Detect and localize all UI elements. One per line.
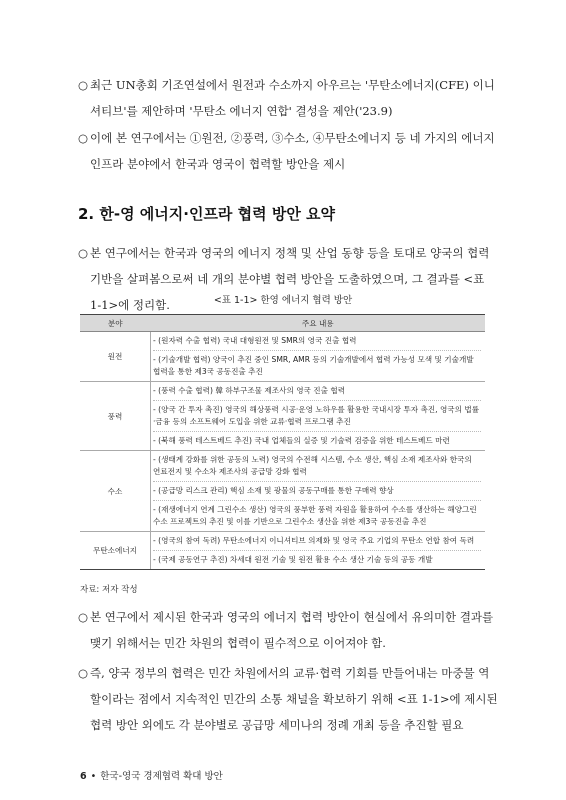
page-footer [80,768,223,782]
paragraph-government-role [78,660,498,738]
content-cell [151,451,486,532]
table-header-row [80,315,485,332]
list-item: - (생태계 강화를 위한 공동의 노력) 영국의 수전해 시스템, 수소 생산, 핵심 소재 제조사와 한국의 연료전지 및 수소차 제조사의 공급망 강화 협력 [153,451,481,482]
table-row [80,532,485,570]
page-number: 6 [80,771,87,782]
section-heading: 2. 한-영 에너지·인프라 협력 방안 요약 [78,205,336,223]
list-item: - (영국의 참여 독려) 무탄소에너지 이니셔티브 의제화 및 영국 주요 기업의 무탄소 연합 참여 독려 [153,532,481,551]
footer-title: 한국-영국 경제협력 확대 방안 [100,771,223,782]
table-source: 자료: 저자 작성 [80,585,138,595]
list-item: - (재생에너지 연계 그린수소 생산) 영국의 풍부한 풍력 자원을 활용하여 수소를 생산하는 해양그린수소 프로젝트의 추진 및 이를 기반으로 그린수소 생산을 위한 제3국 공동진출 추진 [153,505,477,526]
bullet-icon: ○ [78,610,89,624]
bullet-icon: ○ [78,131,89,145]
cooperation-table [80,314,485,570]
bullet-icon: ○ [78,78,89,92]
list-item: - (기술개발 협력) 양국이 추진 중인 SMR, AMR 등의 기술개발에서 협력 가능성 모색 및 기술개발 협력을 통한 제3국 공동진출 추진 [153,355,474,376]
field-cell: 무탄소에너지 [80,532,151,570]
list-item: - (양국 간 투자 촉진) 영국의 해상풍력 시공·운영 노하우를 활용한 국내시장 투자 촉진, 영국의 법률·금융 등의 소프트웨어 도입을 위한 교류·협력 프로그램 추진 [153,401,481,432]
content-cell [151,532,486,570]
table-row [80,451,485,532]
paragraph-text: 최근 UN총회 기조연설에서 원전과 수소까지 아우르는 '무탄소에너지(CFE) 이니셔티브'를 제안하며 '무탄소 에너지 연합' 결성을 제안('23.9) [90,78,495,118]
paragraph-text: 이에 본 연구에서는 ①원전, ②풍력, ③수소, ④무탄소에너지 등 네 가지의 에너지 인프라 분야에서 한국과 영국이 협력할 방안을 제시 [90,131,495,171]
header-content: 주요 내용 [151,315,486,332]
paragraph-research-scope [78,125,498,177]
list-item: - (풍력 수출 협력) 韓 하부구조물 제조사의 영국 진출 협력 [153,382,481,401]
paragraph-cfe-initiative [78,72,498,124]
field-cell: 수소 [80,451,151,532]
content-cell [151,332,486,382]
table-row [80,382,485,451]
paragraph-text: 본 연구에서는 한국과 영국의 에너지 정책 및 산업 동향 등을 토대로 양국의 협력 기반을 살펴봄으로써 네 개의 분야별 협력 방안을 도출하였으며, 그 결과를 <표 1-1>에 정리함. [90,246,490,312]
content-cell [151,382,486,451]
list-item: - (원자력 수출 협력) 국내 대형원전 및 SMR의 영국 진출 협력 [153,332,481,351]
table-caption: <표 1-1> 한영 에너지 협력 방안 [213,295,353,306]
bullet-icon: ○ [78,246,89,260]
table-row [80,332,485,382]
list-item: - (공급망 리스크 관리) 핵심 소재 및 광물의 공동구매를 통한 구매력 향상 [153,482,481,501]
list-item: - (북해 풍력 테스트베드 추진) 국내 업체들의 실증 및 기술력 검증을 위한 테스트베드 마련 [153,436,450,445]
header-field: 분야 [80,315,151,332]
field-cell: 풍력 [80,382,151,451]
paragraph-summary-intro [78,240,498,318]
field-cell: 원전 [80,332,151,382]
list-item: - (국제 공동연구 추진) 차세대 원전 기술 및 원전 활용 수소 생산 기술 등의 공동 개발 [153,555,433,564]
paragraph-text: 본 연구에서 제시된 한국과 영국의 에너지 협력 방안이 현실에서 유의미한 결과를 맺기 위해서는 민간 차원의 협력이 필수적으로 이어져야 함. [90,610,494,650]
paragraph-text: 즉, 양국 정부의 협력은 민간 차원에서의 교류·협력 기회를 만들어내는 마중물 역할이라는 점에서 지속적인 민간의 소통 채널을 확보하기 위해 <표 1-1>에 제시된 협력 방안 외에도 각 분야별로 공급망 세미나의 정례 개최 등을 추진할 필요 [90,666,498,732]
footer-separator: • [90,771,97,782]
paragraph-private-cooperation [78,604,498,656]
bullet-icon: ○ [78,666,89,680]
